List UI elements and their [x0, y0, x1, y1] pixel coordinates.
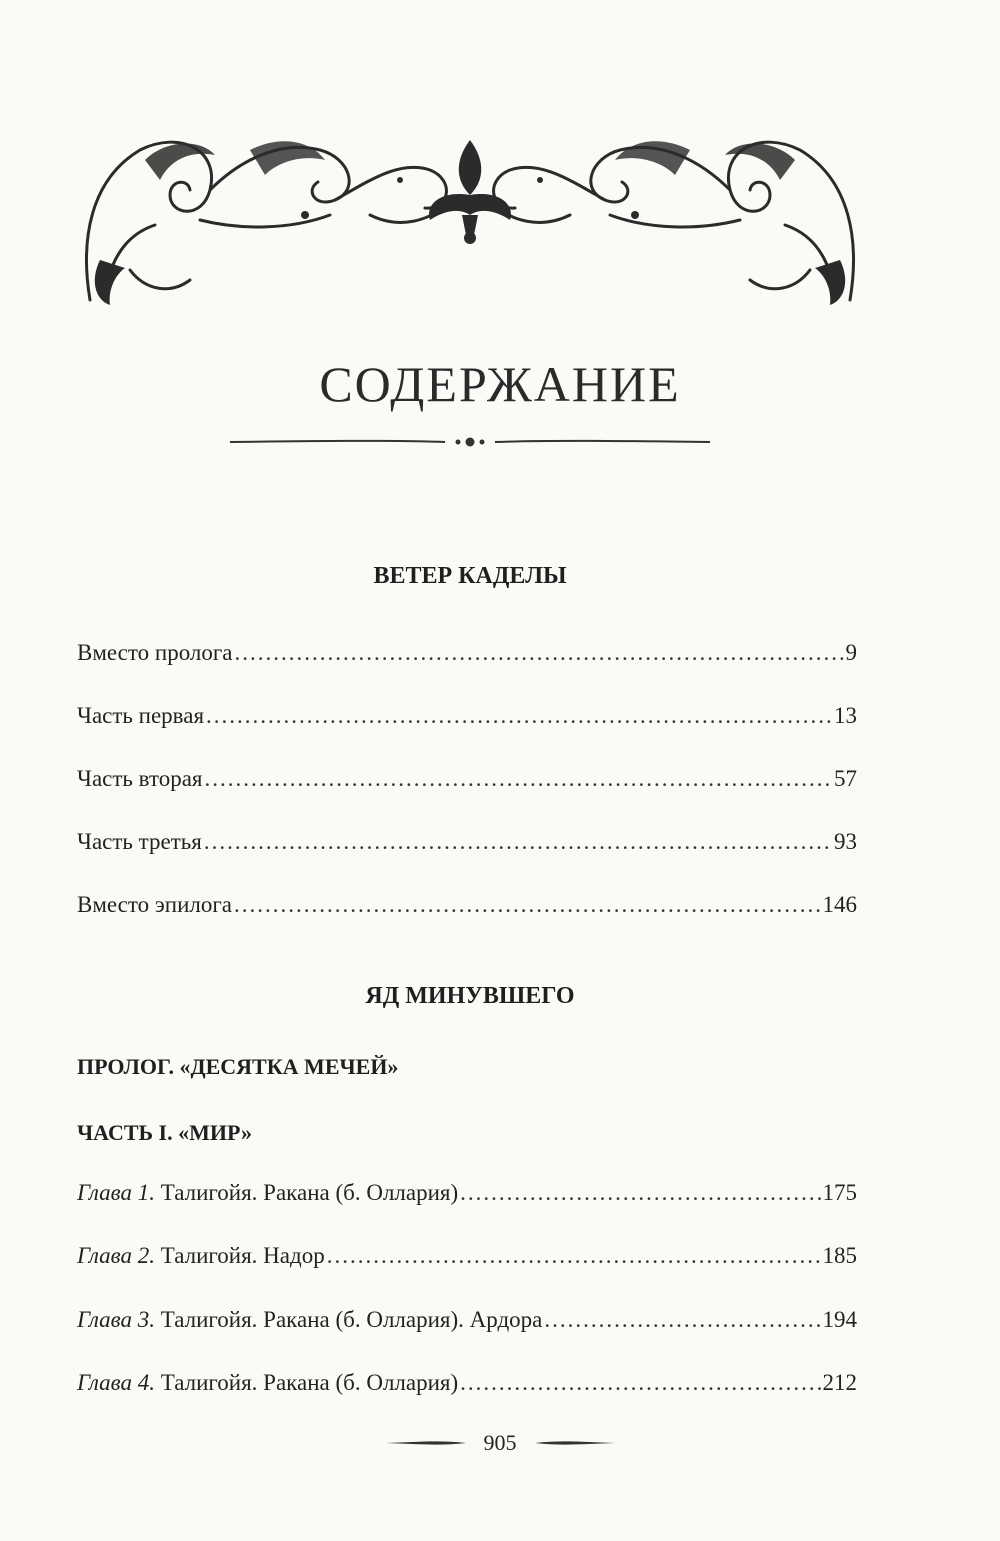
toc-entry-page: 146: [822, 892, 857, 917]
chapter-title: Талигойя. Ракана (б. Оллария): [160, 1180, 459, 1205]
toc-entry-label: Часть первая: [77, 703, 205, 728]
toc-entry-label: [77, 1307, 542, 1333]
toc-entry-page: 194: [822, 1307, 857, 1332]
toc-chapter-entry[interactable]: [77, 1307, 857, 1339]
toc-entry[interactable]: [77, 640, 857, 672]
toc-entry-label: Вместо пролога: [77, 640, 233, 665]
toc-chapter-entry[interactable]: [77, 1180, 857, 1212]
dot-leader: [234, 892, 821, 918]
toc-entry-label: Вместо эпилога: [77, 892, 232, 917]
toc-entry[interactable]: [77, 766, 857, 798]
dot-leader: [460, 1370, 820, 1396]
toc-chapter-entry[interactable]: [77, 1243, 857, 1275]
toc-entry-page: 185: [822, 1243, 857, 1268]
toc-entry-page: 13: [834, 703, 857, 728]
toc-entry-label: Часть третья: [77, 829, 202, 854]
title-divider-icon: [230, 430, 710, 454]
section-heading: ЯД МИНУВШЕГО: [365, 983, 575, 1009]
toc-entry-label: [77, 1243, 325, 1269]
chapter-prefix: Глава 2.: [77, 1243, 155, 1268]
toc-entry[interactable]: [77, 703, 857, 735]
dot-leader: [460, 1180, 820, 1206]
section-heading: ВЕТЕР КАДЕЛЫ: [373, 563, 567, 589]
toc-entry-page: 57: [834, 766, 857, 791]
page-number: [0, 1430, 1000, 1456]
toc-chapter-entry[interactable]: [77, 1370, 857, 1402]
dot-leader: [235, 640, 844, 666]
chapter-title: Талигойя. Надор: [160, 1243, 325, 1268]
subheading[interactable]: ПРОЛОГ. «ДЕСЯТКА МЕЧЕЙ»: [77, 1054, 399, 1079]
toc-entry[interactable]: [77, 829, 857, 861]
dot-leader: [327, 1243, 821, 1269]
subheading[interactable]: ЧАСТЬ I. «МИР»: [77, 1120, 252, 1145]
dot-leader: [204, 766, 832, 792]
toc-entry[interactable]: [77, 892, 857, 924]
dot-leader: [204, 829, 832, 855]
chapter-prefix: Глава 3.: [77, 1307, 155, 1332]
toc-entry-page: 93: [834, 829, 857, 854]
chapter-title: Талигойя. Ракана (б. Оллария). Ардора: [160, 1307, 543, 1332]
toc-entry-label: [77, 1370, 458, 1396]
toc-entry-label: Часть вторая: [77, 766, 203, 791]
chapter-prefix: Глава 4.: [77, 1370, 155, 1395]
toc-entry-page: 175: [822, 1180, 857, 1205]
dot-leader: [544, 1307, 820, 1333]
toc-entry-label: [77, 1180, 458, 1206]
chapter-prefix: Глава 1.: [77, 1180, 155, 1205]
toc-entry-page: 212: [822, 1370, 857, 1395]
toc-entry-page: 9: [845, 640, 857, 665]
dot-leader: [206, 703, 832, 729]
folio-number: 905: [483, 1430, 517, 1455]
folio-swoosh-right-icon: [535, 1438, 615, 1448]
ornament-header-icon: [70, 120, 870, 310]
folio-swoosh-left-icon: [386, 1438, 466, 1448]
chapter-title: Талигойя. Ракана (б. Оллария): [160, 1370, 459, 1395]
page-title: СОДЕРЖАНИЕ: [319, 356, 681, 412]
